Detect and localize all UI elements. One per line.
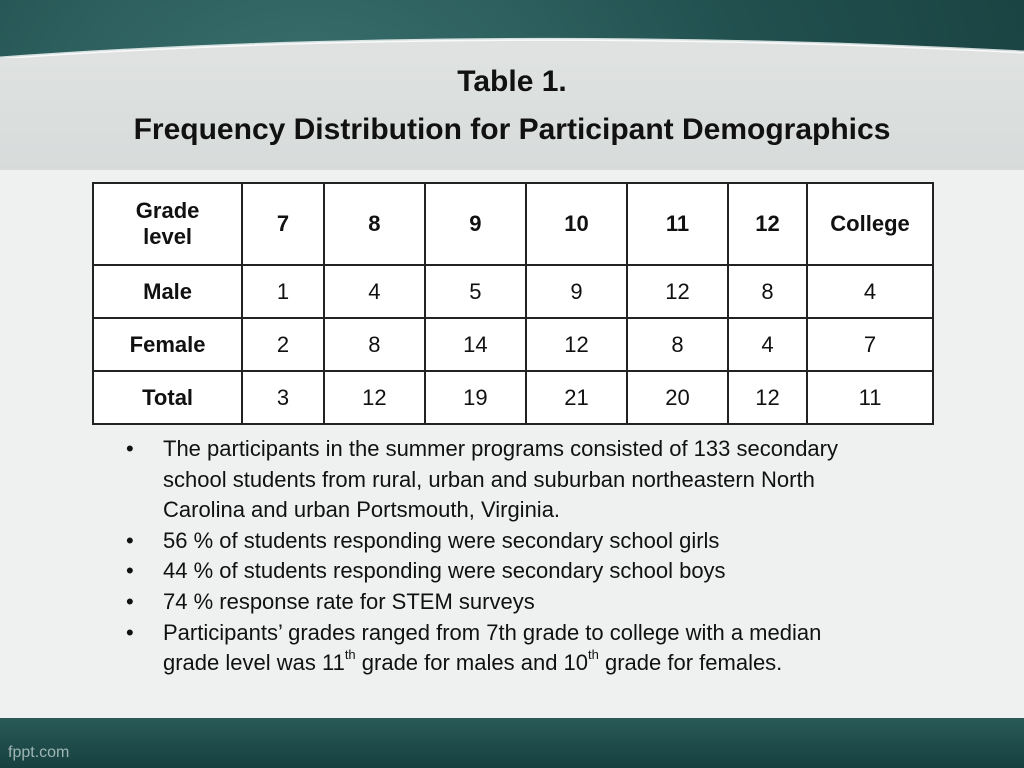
table-row bbox=[93, 265, 933, 318]
list-item bbox=[120, 434, 880, 526]
list-item bbox=[120, 618, 880, 679]
table-cell: 1 bbox=[242, 265, 324, 318]
table-cell: 5 bbox=[425, 265, 526, 318]
bullet-text bbox=[163, 620, 821, 676]
table-cell: 8 bbox=[627, 318, 728, 371]
table-cell: 7 bbox=[807, 318, 933, 371]
bullet-icon: • bbox=[126, 558, 134, 584]
demographics-table bbox=[92, 182, 934, 425]
bullet-icon: • bbox=[126, 619, 134, 645]
table-cell: 19 bbox=[425, 371, 526, 424]
bullet-text-part: Participants’ grades ranged from 7th grade to college with a median grade level was 11 bbox=[163, 619, 822, 676]
slide-title bbox=[0, 58, 1024, 154]
bullet-text-part: grade for males and 10 bbox=[355, 650, 589, 676]
superscript: th bbox=[344, 647, 356, 663]
table-cell: 4 bbox=[728, 318, 807, 371]
bullet-text: 56 % of students responding were secondary school girls bbox=[163, 527, 720, 553]
table-cell: 20 bbox=[627, 371, 728, 424]
header-cell: Grade level bbox=[93, 183, 242, 265]
row-label: Male bbox=[93, 265, 242, 318]
bullet-icon: • bbox=[126, 436, 134, 461]
table-cell: 21 bbox=[526, 371, 627, 424]
table-cell: 4 bbox=[324, 265, 425, 318]
title-line-1: Table 1. bbox=[457, 65, 567, 98]
header-cell: 10 bbox=[526, 183, 627, 265]
bullet-icon: • bbox=[126, 588, 134, 614]
bottom-bar bbox=[0, 718, 1024, 768]
header-cell: 9 bbox=[425, 183, 526, 265]
bullet-icon: • bbox=[126, 527, 134, 553]
table-row bbox=[93, 371, 933, 424]
table-cell: 8 bbox=[728, 265, 807, 318]
row-label: Female bbox=[93, 318, 242, 371]
list-item bbox=[120, 587, 880, 618]
table-cell: 12 bbox=[627, 265, 728, 318]
header-cell: 11 bbox=[627, 183, 728, 265]
table-cell: 9 bbox=[526, 265, 627, 318]
table-cell: 8 bbox=[324, 318, 425, 371]
table-cell: 2 bbox=[242, 318, 324, 371]
bullet-text: The participants in the summer programs consisted of 133 secondary school students from rural, urban and suburban northeastern North Carolina and urban Portsmouth, Virginia. bbox=[163, 436, 838, 523]
footer-brand: fppt.com bbox=[8, 744, 70, 761]
table-cell: 12 bbox=[324, 371, 425, 424]
table-cell: 11 bbox=[807, 371, 933, 424]
list-item bbox=[120, 556, 880, 587]
header-cell: 7 bbox=[242, 183, 324, 265]
table-cell: 12 bbox=[728, 371, 807, 424]
bullet-text: 74 % response rate for STEM surveys bbox=[163, 588, 535, 614]
superscript: th bbox=[588, 647, 599, 663]
table-cell: 12 bbox=[526, 318, 627, 371]
header-cell: 8 bbox=[324, 183, 425, 265]
header-cell: College bbox=[807, 183, 933, 265]
bullet-text: 44 % of students responding were secondary school boys bbox=[163, 558, 726, 584]
bullet-text-part: grade for females. bbox=[598, 650, 783, 676]
header-cell: 12 bbox=[728, 183, 807, 265]
bullet-list bbox=[120, 434, 880, 679]
list-item bbox=[120, 526, 880, 557]
title-line-2: Frequency Distribution for Participant Demographics bbox=[133, 113, 891, 146]
table-row bbox=[93, 318, 933, 371]
table-cell: 4 bbox=[807, 265, 933, 318]
table-cell: 3 bbox=[242, 371, 324, 424]
table-cell: 14 bbox=[425, 318, 526, 371]
table-header-row bbox=[93, 183, 933, 265]
row-label: Total bbox=[93, 371, 242, 424]
